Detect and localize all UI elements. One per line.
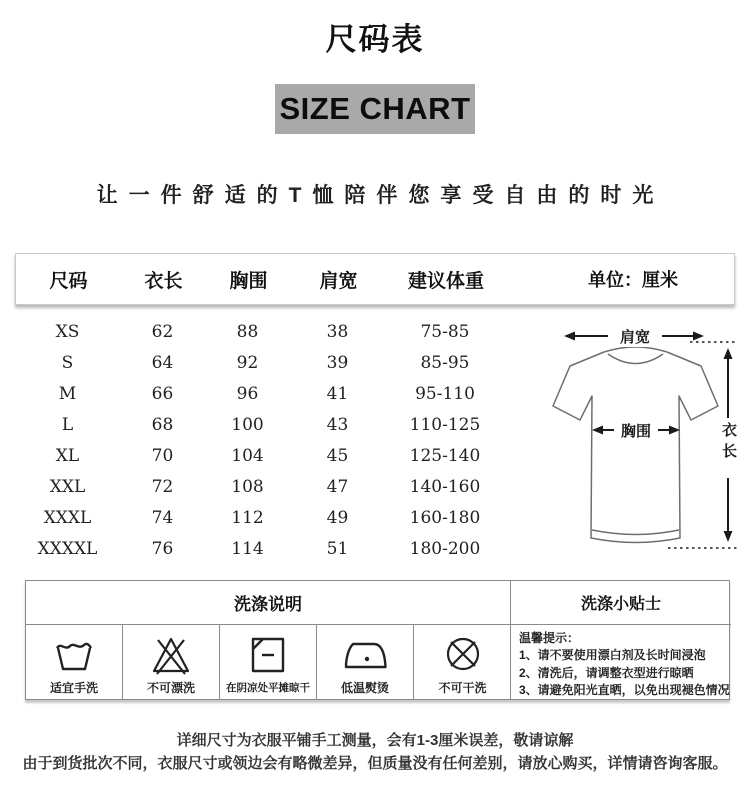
cell-shoulder: 38 (326, 321, 349, 342)
footer-note-1: 详细尺寸为衣服平铺手工测量，会有1-3厘米误差，敬请谅解 (176, 732, 574, 749)
tip-item: 1、请不要使用漂白剂及长时间浸泡 (519, 648, 706, 663)
wash-cell-no-bleach (123, 625, 220, 699)
cell-weight: 95-110 (415, 383, 475, 404)
page-title: 尺码表 (325, 22, 425, 57)
cell-size: XXXXL (37, 538, 98, 559)
cell-chest: 88 (236, 321, 259, 342)
wash-label: 在阴凉处平摊晾干 (226, 682, 310, 694)
table-row (15, 502, 500, 533)
cell-size: S (61, 352, 74, 373)
header-length: 衣长 (144, 270, 183, 292)
header-size: 尺码 (49, 270, 88, 292)
wash-cell-hand-wash (26, 625, 123, 699)
cell-chest: 96 (236, 383, 259, 404)
wash-label: 低温熨烫 (340, 681, 389, 695)
cell-length: 64 (151, 352, 174, 373)
wash-cell-no-dry-clean (414, 625, 511, 699)
cell-shoulder: 39 (326, 352, 349, 373)
cell-shoulder: 45 (326, 445, 349, 466)
footer-notes (0, 729, 750, 776)
cell-weight: 110-125 (409, 414, 481, 435)
low-temp-iron-icon (341, 632, 389, 676)
tagline: 让一件舒适的T恤陪伴您享受自由的时光 (96, 184, 665, 207)
cell-length: 62 (151, 321, 174, 342)
header-chest: 胸围 (229, 270, 268, 292)
cell-chest: 112 (231, 507, 264, 528)
cell-weight: 75-85 (420, 321, 470, 342)
cell-chest: 114 (231, 538, 264, 559)
cell-shoulder: 43 (326, 414, 349, 435)
header-weight: 建议体重 (407, 270, 484, 292)
cell-weight: 125-140 (409, 445, 481, 466)
table-row (15, 378, 500, 409)
cell-size: XXXL (43, 507, 92, 528)
cell-weight: 160-180 (409, 507, 481, 528)
washing-icons-row (26, 625, 511, 699)
cell-chest: 108 (231, 476, 264, 497)
tshirt-outline-graphic (540, 312, 745, 574)
table-row (15, 347, 500, 378)
table-row (15, 440, 500, 471)
cell-chest: 104 (231, 445, 264, 466)
footer-note-2: 由于到货批次不同，衣服尺寸或领边会有略微差异，但质量没有任何差别，请放心购买，详情请咨询客服。 (22, 755, 728, 773)
cell-weight: 85-95 (420, 352, 470, 373)
length-label: 衣长 (716, 422, 740, 474)
tshirt-diagram (540, 312, 745, 574)
cell-shoulder: 51 (326, 538, 349, 559)
cell-shoulder: 49 (326, 507, 349, 528)
cell-size: XL (55, 445, 80, 466)
washing-table (25, 580, 730, 700)
cell-size: XXL (49, 476, 86, 497)
cell-shoulder: 47 (326, 476, 349, 497)
washing-tips-title: 洗涤小贴士 (511, 581, 731, 625)
hand-wash-icon (50, 632, 98, 676)
wash-label: 不可干洗 (438, 681, 487, 695)
cell-size: M (58, 383, 77, 404)
table-row (15, 316, 500, 347)
cell-size: L (61, 414, 74, 435)
cell-chest: 92 (236, 352, 259, 373)
tips-header: 温馨提示： (519, 631, 580, 645)
cell-size: XS (55, 321, 80, 342)
cell-weight: 180-200 (409, 538, 481, 559)
cell-length: 68 (151, 414, 174, 435)
no-bleach-icon (147, 632, 195, 676)
cell-length: 70 (151, 445, 174, 466)
wash-cell-dry-flat-shade (220, 625, 317, 699)
cell-weight: 140-160 (409, 476, 481, 497)
cell-shoulder: 41 (326, 383, 349, 404)
size-table-body (15, 316, 500, 564)
table-row (15, 471, 500, 502)
shoulder-width-label: 肩宽 (610, 326, 660, 347)
tip-item: 2、清洗后，请调整衣型进行晾晒 (519, 665, 694, 680)
no-dry-clean-icon (439, 632, 487, 676)
chest-label: 胸围 (614, 420, 658, 441)
wash-label: 不可漂洗 (146, 681, 195, 695)
header-shoulder: 肩宽 (319, 270, 358, 292)
wash-label: 适宜手洗 (49, 681, 98, 695)
cell-length: 72 (151, 476, 174, 497)
tip-item: 3、请避免阳光直晒，以免出现褪色情况 (519, 683, 730, 698)
table-row (15, 409, 500, 440)
wash-cell-low-temp-iron (317, 625, 414, 699)
size-chart-banner: SIZE CHART (275, 84, 475, 134)
cell-length: 66 (151, 383, 174, 404)
cell-chest: 100 (231, 414, 264, 435)
cell-length: 74 (151, 507, 174, 528)
cell-length: 76 (151, 538, 174, 559)
washing-instructions-title: 洗涤说明 (26, 581, 511, 625)
unit-label: 单位：厘米 (588, 270, 678, 290)
size-table-header (15, 253, 735, 305)
washing-tips-body (511, 625, 731, 699)
dry-in-shade-icon (244, 633, 292, 677)
table-row (15, 533, 500, 564)
